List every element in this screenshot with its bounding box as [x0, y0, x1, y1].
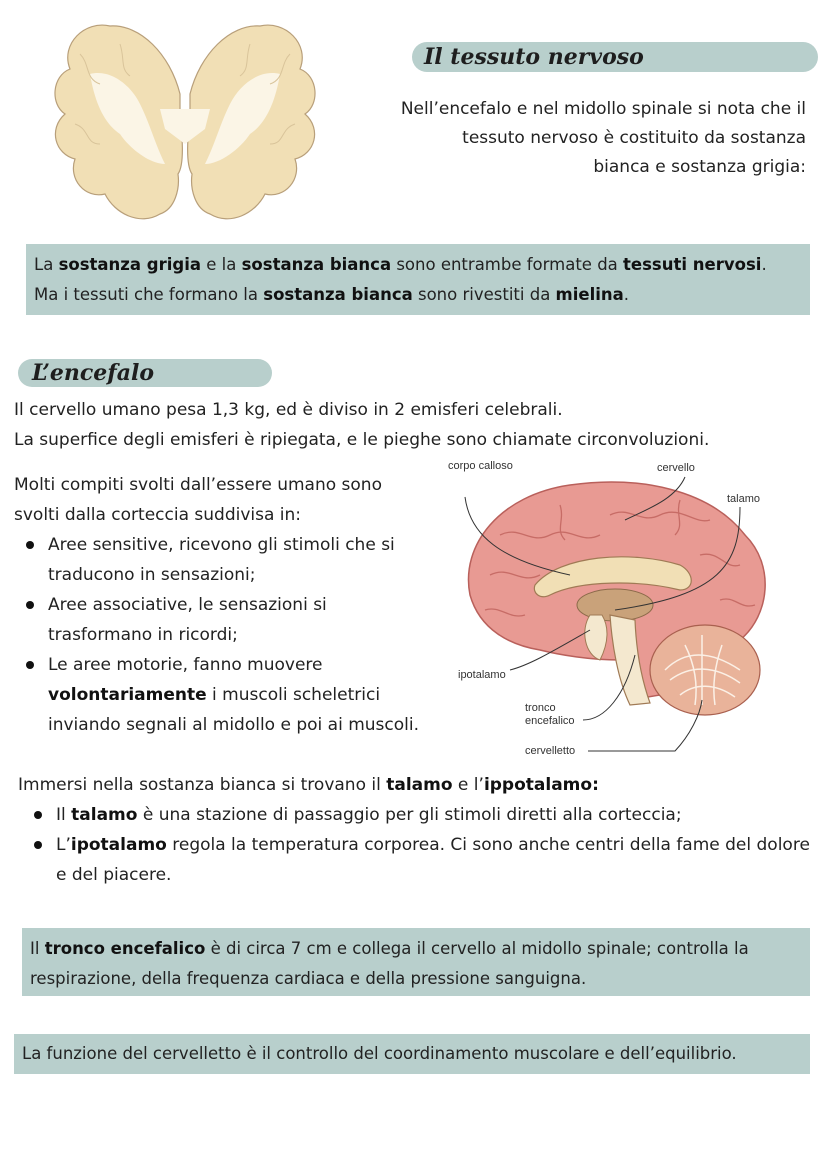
- paragraph-line: Il cervello umano pesa 1,3 kg, ed è diviso in 2 emisferi celebrali.: [14, 400, 563, 420]
- brain-sagittal-illustration: [440, 455, 820, 765]
- bold-term: volontariamente: [48, 685, 207, 705]
- bold-term: sostanza bianca: [241, 255, 392, 274]
- label-ipotalamo: ipotalamo: [458, 669, 506, 681]
- paragraph-line: La superfice degli emisferi è ripiegata, e le pieghe sono chiamate circonvoluzioni.: [14, 430, 710, 450]
- encefalo-paragraph: [14, 395, 814, 455]
- label-line: encefalico: [525, 715, 575, 727]
- page-title: Il tessuto nervoso: [412, 42, 818, 72]
- brain-coronal-illustration: [30, 14, 340, 234]
- list-item-text: è una stazione di passaggio per gli stimoli diretti alla corteccia;: [137, 805, 682, 825]
- label-cervelletto: cervelletto: [525, 745, 576, 757]
- text: .: [761, 255, 767, 274]
- list-item: [22, 830, 818, 890]
- text: Immersi nella sostanza bianca si trovano il: [18, 775, 387, 795]
- list-item: [14, 590, 424, 650]
- cortex-intro: Molti compiti svolti dall’essere umano sono svolti dalla corteccia suddivisa in:: [14, 475, 382, 525]
- cortex-areas-list: [14, 530, 424, 740]
- list-item-text: L’: [56, 835, 71, 855]
- text: .: [623, 285, 630, 304]
- bold-term: tessuti nervosi: [623, 255, 762, 274]
- section-title-encefalo: L’encefalo: [18, 359, 272, 387]
- list-item: [22, 800, 818, 830]
- text: è di circa 7 cm e collega il cervello al midollo spinale; controlla la respirazione, della frequenza cardiaca e della pressione sanguigna.: [30, 939, 749, 988]
- tronco-box: [22, 928, 810, 996]
- talamo-list: [18, 800, 818, 890]
- label-talamo: talamo: [727, 493, 761, 505]
- list-item: [14, 650, 424, 740]
- list-item-text: Le aree motorie, fanno muovere: [48, 655, 323, 675]
- text: Ma i tessuti che formano la: [34, 285, 264, 304]
- summary-line-2: [34, 280, 802, 310]
- text: e l’: [452, 775, 484, 795]
- bold-term: talamo: [386, 775, 453, 795]
- intro-text: [336, 95, 806, 182]
- text: sono entrambe formate da: [391, 255, 624, 274]
- intro-line: Nell’encefalo e nel midollo spinale si nota che il: [400, 99, 806, 119]
- list-item: [14, 530, 424, 590]
- cervelletto-box: La funzione del cervelletto è il controllo del coordinamento muscolare e dell’equilibrio.: [14, 1034, 810, 1074]
- talamo-intro: [18, 770, 818, 800]
- cortex-paragraph: [14, 470, 424, 740]
- label-corpo-calloso: corpo calloso: [448, 460, 513, 472]
- label-tronco-encefalico: [525, 702, 575, 728]
- list-item-text: regola la temperatura corporea. Ci sono anche centri della fame del dolore e del piacere.: [56, 835, 810, 885]
- list-item-text: Il: [56, 805, 72, 825]
- bold-term: ipotalamo: [70, 835, 167, 855]
- intro-line: tessuto nervoso è costituito da sostanza: [462, 128, 806, 148]
- text: La: [34, 255, 59, 274]
- summary-line-1: [34, 250, 802, 280]
- label-line: tronco: [525, 702, 556, 714]
- label-cervello: cervello: [657, 462, 695, 474]
- list-item-text: i muscoli scheletrici inviando segnali al midollo e poi ai muscoli.: [48, 685, 420, 735]
- bold-term: ippotalamo:: [483, 775, 599, 795]
- talamo-paragraph: [18, 770, 818, 890]
- list-item-text: Aree sensitive, ricevono gli stimoli che si traducono in sensazioni;: [48, 535, 395, 585]
- list-item-text: Aree associative, le sensazioni si trasformano in ricordi;: [48, 595, 327, 645]
- bold-term: sostanza bianca: [263, 285, 413, 304]
- text: e la: [201, 255, 242, 274]
- intro-line: bianca e sostanza grigia:: [593, 157, 806, 177]
- summary-box: [26, 244, 810, 315]
- bold-term: talamo: [71, 805, 138, 825]
- bold-term: sostanza grigia: [58, 255, 201, 274]
- text: Il: [30, 939, 45, 958]
- text: sono rivestiti da: [412, 285, 556, 304]
- bold-term: tronco encefalico: [44, 939, 206, 958]
- bold-term: mielina: [555, 285, 624, 304]
